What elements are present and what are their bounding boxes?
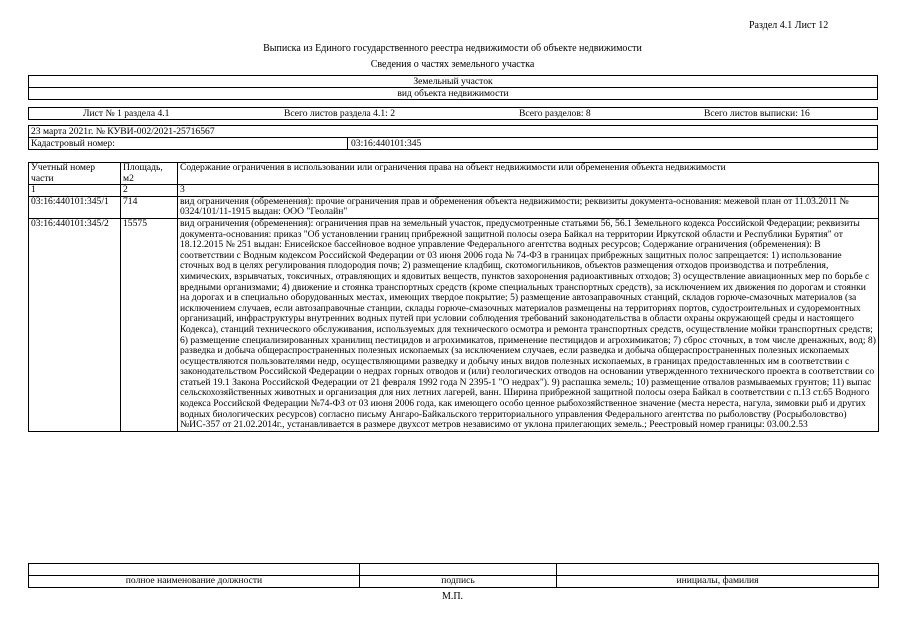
- part-content: вид ограничения (обременения): прочие ограничения прав и обременения объекта недвижимости; реквизиты документа-основания: межевой план от 11.03.2011 № 0324/101/11-1915 выдан: ООО "Геолайн": [178, 196, 879, 218]
- signature-field: [360, 564, 557, 576]
- column-number: 3: [178, 185, 879, 197]
- total-sheets-extract: Всего листов выписки: 16: [704, 108, 810, 119]
- sheet-info-row: [28, 107, 878, 120]
- table-row: [29, 196, 879, 218]
- table-header-row: [29, 163, 879, 185]
- name-label: инициалы, фамилия: [557, 576, 879, 588]
- sheet-number: Лист № 1 раздела 4.1: [83, 108, 170, 119]
- part-content: вид ограничения (обременения): ограничения прав на земельный участок, предусмотренные статьями 56, 56.1 Земельного кодекса Российской Федерации; реквизиты документа-основания: приказ "Об установлении границ прибрежной защитной полосы озера Байкал на территории Иркутской области и Республики Бурятия" от 18.12.2015 № 251 выдан: Енисейское бассейновое водное управление Федерального агентства водных ресурсов; Содержание ограничения (обременения): В соответствии с Водным кодексом Российской Федерации от 03 июня 2006 года № 74-ФЗ в границах прибрежных защитных полос запрещается: 1) использование сточных вод в целях регулирования плодородия почв; 2) размещение кладбищ, скотомогильников, объектов размещения отходов производства и потребления, химических, взрывчатых, токсичных, отравляющих и ядовитых веществ, пунктов захоронения радиоактивных отходов; 3) осуществление авиационных мер по борьбе с вредными организмами; 4) движение и стоянка транспортных средств (кроме специальных транспортных средств), за исключением их движения по дорогам и стоянки на дорогах и в специально оборудованных местах, имеющих твердое покрытие; 5) размещение автозаправочных станций, складов горюче-смазочных материалов (за исключением случаев, если автозаправочные станции, склады горюче-смазочных материалов размещены на территориях портов, судостроительных и судоремонтных организаций, инфраструктуры внутренних водных путей при условии соблюдения требований законодательства в области охраны окружающей среды и настоящего Кодекса), станций технического обслуживания, используемых для технического осмотра и ремонта транспортных средств, осуществление мойки транспортных средств; 6) размещение специализированных хранилищ пестицидов и агрохимикатов, применение пестицидов и агрохимикатов; 7) сброс сточных, в том числе дренажных, вод; 8) разведка и добыча общераспространенных полезных ископаемых (за исключением случаев, если разведка и добыча общераспространенных полезных ископаемых осуществляются пользователями недр, осуществляющими разведку и добычу иных видов полезных ископаемых, в границах предоставленных им в соответствии с законодательством Российской Федерации о недрах горных отводов и (или) геологических отводов на основании утвержденного технического проекта в соответствии со статьей 19.1 Закона Российской Федерации от 21 февраля 1992 года N 2395-1 "О недрах"). 9) распашка земель; 10) размещение отвалов размываемых грунтов; 11) выпас сельскохозяйственных животных и организация для них летних лагерей, ванн. Ширина прибрежной защитной полосы озера Байкал в соответствии с п.13 ст.65 Водного кодекса Российской Федерации №74-ФЗ от 03 июня 2006 года, как имеющего особо ценное рыбохозяйственное значение (места нереста, нагула, зимовки рыб и других водных биологических ресурсов) согласно письму Ангаро-Байкальского территориального управления Федерального агентства по рыболовству (Росрыболовство) №ИС-357 от 21.02.2014г., устанавливается в размере двухсот метров независимо от уклона прилегающих земель.; Реестровый номер границы: 03.00.2.53: [178, 218, 879, 431]
- seal-placeholder: М.П.: [441, 591, 464, 602]
- cadastral-row: [28, 137, 878, 150]
- position-field: [29, 564, 360, 576]
- total-sheets-section: Всего листов раздела 4.1: 2: [284, 108, 396, 119]
- parts-table: [28, 162, 879, 432]
- position-label: полное наименование должности: [29, 576, 360, 588]
- cadastral-divider: [347, 137, 348, 150]
- extract-date-number: 23 марта 2021г. № КУВИ-002/2021-25716567: [31, 126, 215, 137]
- signature-table: [28, 563, 879, 588]
- part-number: 03:16:440101:345/2: [29, 218, 121, 431]
- header-content: Содержание ограничения в использовании или ограничения права на объект недвижимости или обременения объекта недвижимости: [178, 163, 879, 185]
- column-number: 2: [121, 185, 178, 197]
- table-row: [29, 218, 879, 431]
- signature-blank-row: [29, 564, 879, 576]
- name-field: [557, 564, 879, 576]
- header-part-number: Учетный номер части: [29, 163, 121, 185]
- object-type-box: [28, 75, 878, 100]
- section-sheet-number: Раздел 4.1 Лист 12: [749, 20, 829, 31]
- object-kind: вид объекта недвижимости: [28, 87, 878, 100]
- cadastral-label: Кадастровый номер:: [31, 138, 115, 149]
- part-area: 15575: [121, 218, 178, 431]
- object-type: Земельный участок: [28, 75, 878, 88]
- signature-label: подпись: [360, 576, 557, 588]
- part-area: 714: [121, 196, 178, 218]
- total-sections: Всего разделов: 8: [519, 108, 591, 119]
- header-area: Площадь, м2: [121, 163, 178, 185]
- part-number: 03:16:440101:345/1: [29, 196, 121, 218]
- table-column-number-row: [29, 185, 879, 197]
- document-subtitle: Сведения о частях земельного участка: [370, 59, 535, 70]
- cadastral-value: 03:16:440101:345: [351, 138, 422, 149]
- signature-label-row: [29, 576, 879, 588]
- document-title: Выписка из Единого государственного реестра недвижимости об объекте недвижимости: [263, 43, 642, 54]
- column-number: 1: [29, 185, 121, 197]
